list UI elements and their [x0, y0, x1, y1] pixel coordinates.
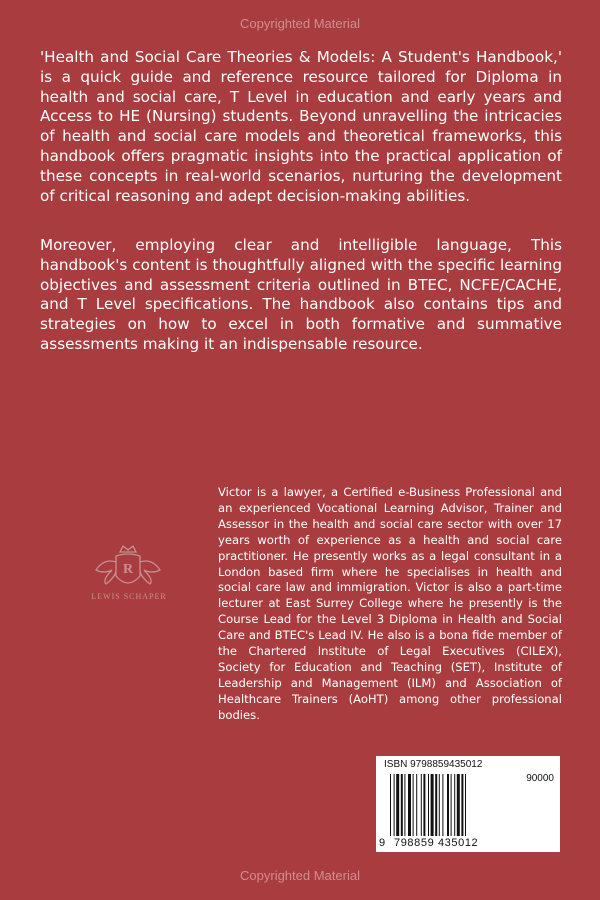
publisher-logo: [82, 540, 174, 612]
blurb-paragraph-2: Moreover, employing clear and intelligible language, This handbook's content is thoughtfully aligned with the specific learning objectives and assessment criteria outlined in BTEC, NCFE/CACHE, and T Level specifications. The handbook also contains tips and strategies on how to excel in both formative and summative assessments making it an indispensable resource.: [40, 236, 562, 353]
barcode-bar: [442, 774, 443, 836]
barcode-bar: [447, 774, 449, 836]
barcode-bar: [394, 774, 395, 836]
barcode-bar: [416, 774, 417, 836]
publisher-name: LEWIS SCHAPER: [91, 592, 167, 601]
barcode-bar: [435, 774, 437, 836]
barcode-bar: [396, 774, 399, 836]
barcode-bar: [404, 774, 405, 836]
barcode-bar: [408, 774, 411, 836]
barcode-bar: [461, 774, 463, 836]
blurb-paragraph-1: 'Health and Social Care Theories & Models: A Student's Handbook,' is a quick guide and reference resource tailored for Diploma in health and social care, T Level in education and early years and Access to HE (Nursing) students. Beyond unravelling the intricacies of health and social care models and theoretical frameworks, this handbook offers pragmatic insights into the practical application of these concepts in real-world scenarios, nurturing the development of critical reasoning and adept decision-making abilities.: [40, 48, 562, 205]
barcode-bar: [401, 774, 403, 836]
price-code: 90000: [526, 773, 554, 784]
barcode-bar: [423, 774, 425, 836]
copyright-watermark-top: Copyrighted Material: [240, 16, 360, 31]
barcode-bar: [431, 774, 434, 836]
barcode-bar: [421, 774, 422, 836]
barcode-bars: [390, 774, 502, 838]
copyright-watermark-bottom: Copyrighted Material: [240, 868, 360, 883]
barcode-bar: [413, 774, 414, 836]
publisher-logo-letter: R: [122, 562, 134, 577]
barcode-bar: [454, 774, 455, 836]
barcode-digits: 798859 435012: [394, 837, 479, 849]
isbn-barcode: [376, 756, 560, 852]
barcode-bar: [439, 774, 440, 836]
isbn-label: ISBN 9798859435012: [384, 759, 483, 770]
barcode-bar: [390, 774, 391, 836]
barcode-first-digit: 9: [379, 837, 386, 849]
barcode-bar: [465, 774, 466, 836]
barcode-bar: [428, 774, 429, 836]
barcode-bar: [457, 774, 460, 836]
barcode-bar: [451, 774, 452, 836]
author-bio: Victor is a lawyer, a Certified e-Business Professional and an experienced Vocational Learning Advisor, Trainer and Assessor in the health and social care sector with over 17 years worth of experience as a health and social care practitioner. He presently works as a legal consultant in a London based firm where he specialises in health and social care law and immigration. Victor is also a part-time lecturer at East Surrey College where he presently is the Course Lead for the Level 3 Diploma in Health and Social Care and BTEC's Lead IV. He also is a bona fide member of the Chartered Institute of Legal Executives (CILEX), Society for Education and Teaching (SET), Institute of Leadership and Management (ILM) and Association of Healthcare Trainers (AoHT) among other professional bodies.: [218, 485, 562, 722]
